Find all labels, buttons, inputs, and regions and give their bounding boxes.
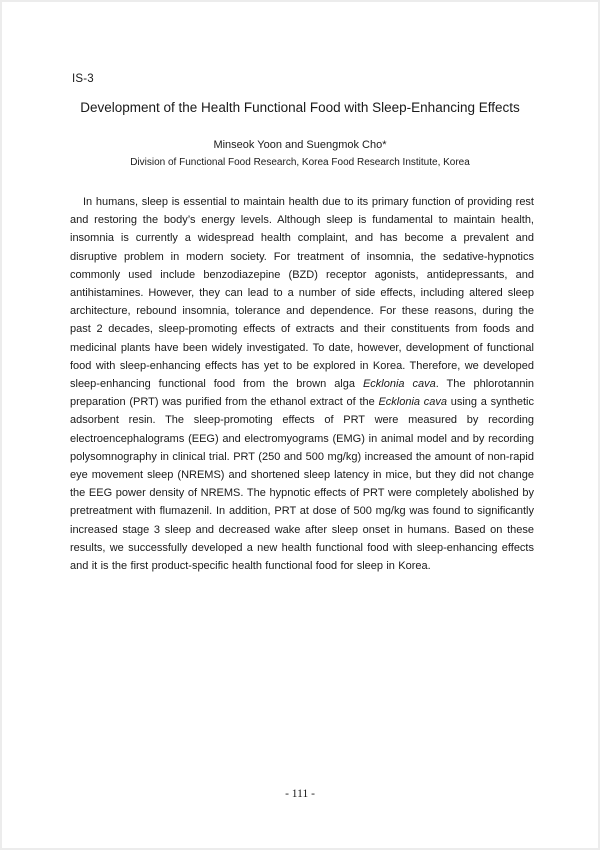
abstract-paragraph	[70, 193, 534, 575]
abstract-segment: Ecklonia cava	[362, 378, 436, 391]
abstract-segment: using a synthetic adsorbent resin. The sleep-promoting effects of PRT were measured by recording electroencephalograms (EEG) and electromyograms (EMG) in animal model and by recording polysomnography in clinical trial. PRT (250 and 500 mg/kg) increased the amount of non-rapid eye movement sleep (NREMS) and shortened sleep latency in mice, but they did not change the EEG power density of NREMS. The hypnotic effects of PRT were completely abolished by pretreatment with flumazenil. In addition, PRT at dose of 500 mg/kg was found to significantly increased stage 3 sleep and decreased wake after sleep onset in humans. Based on these results, we successfully developed a new health functional food with sleep-enhancing effects and it is the first product-specific health functional food for sleep in Korea.	[70, 396, 534, 573]
paper-title: Development of the Health Functional Food with Sleep-Enhancing Effects	[80, 100, 520, 115]
abstract-segment: Ecklonia cava	[378, 396, 448, 409]
abstract-segment: In humans, sleep is essential to maintain health due to its primary function of providing rest and restoring the body’s energy levels. Although sleep is fundamental to maintain health, insomnia is currently a widespread health complaint, and has become a prevalent and disruptive problem in modern society. For treatment of insomnia, the sedative-hypnotics commonly used include benzodiazepine (BZD) receptor agonists, antidepressants, and antihistamines. However, they can lead to a number of side effects, including altered sleep architecture, rebound insomnia, tolerance and dependence. For these reasons, during the past 2 decades, sleep-promoting effects of extracts and their constituents from foods and medicinal plants have been widely investigated. To date, however, development of functional food with sleep-enhancing effects has yet to be explored in Korea. Therefore, we developed sleep-enhancing functional food from the brown alga	[70, 196, 534, 391]
session-code: IS-3	[72, 73, 94, 85]
author-line: Minseok Yoon and Suengmok Cho*	[213, 139, 387, 151]
affiliation-line: Division of Functional Food Research, Korea Food Research Institute, Korea	[130, 157, 470, 168]
page-number: - 111 -	[285, 788, 315, 800]
abstract-segment: . The phlorotannin preparation (PRT) was purified from the ethanol extract of the	[70, 378, 535, 409]
